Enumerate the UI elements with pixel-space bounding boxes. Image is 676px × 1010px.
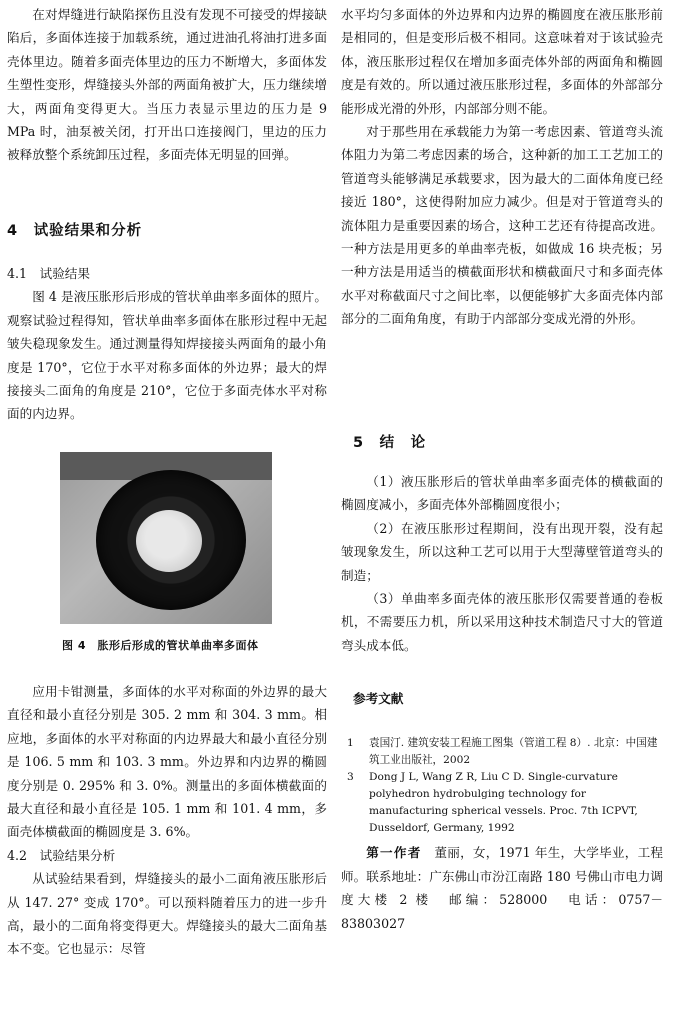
reference-text: 袁国汀. 建筑安装工程施工图集（管道工程 8）. 北京：中国建筑工业出版社，2002	[369, 737, 658, 766]
section-4-title: 4 试验结果和分析	[7, 223, 143, 239]
results-paragraph: 图 4 是液压胀形后形成的管状单曲率多面体的照片。观察试验过程得知，管状单曲率多面体在胀形过程中无起皱失稳现象发生。通过测量得知焊接接头两面角的最小角度是 170°，它位于水平对称多面体的外边界；最大的焊接接头二面角的角度是 210°，它位于多面壳体水平对称面的内边界。	[7, 289, 327, 422]
reference-3	[347, 769, 663, 837]
reference-1	[347, 735, 663, 769]
intro-paragraph: 在对焊缝进行缺陷探伤且没有发现不可接受的焊接缺陷后，多面体连接于加载系统，通过进油孔将油打进多面壳体里边。随着多面壳体里边的压力不断增大，多面体发生塑性变形，焊缝接头外部的两面角被扩大，压力继续增大，两面角变得更大。当压力表显示里边的压力是 9 MPa 时，油泵被关闭，打开出口连接阀门，里边的压力被释放整个系统卸压过程，多面壳体无明显的回弹。	[7, 7, 327, 163]
author-label: 第一作者	[366, 845, 422, 860]
measurement-paragraph: 应用卡钳测量，多面体的水平对称面的外边界的最大直径和最小直径分别是 305. 2 mm 和 304. 3 mm。相应地，多面体的水平对称面的内边界最大和最小直径分别是 106. 5 mm 和 103. 3 mm。外边界和内边界的椭圆度分别是 0. 295% 和 3. 0%。测量出的多面体横截面的最大直径和最小直径是 105. 1 mm 和 101. 4 mm，多面壳体横截面的椭圆度是 3. 6%。	[7, 684, 327, 840]
conclusions	[341, 470, 663, 657]
application-paragraph: 对于那些用在承载能力为第一考虑因素、管道弯头流体阻力为第二考虑因素的场合，这种新的加工工艺加工的管道弯头能够满足承载要求，因为最大的二面体角度已经接近 180°，这使得附加应力减少。但是对于管道弯头的流体阻力是重要因素的场合，这种工艺还有待提高改进。一种方法是用更多的单曲率壳板，如做成 16 块壳板；另一种方法是用适当的横截面形状和横截面尺寸和多面壳体水平对称截面尺寸之间比率，以便能够扩大多面壳体内部部分的二面角角度，有助于内部部分变成光滑的外形。	[341, 124, 663, 327]
section-5-title: 5 结 论	[353, 435, 427, 451]
section-4-1	[7, 262, 327, 426]
conclusion-2: （2）在液压胀形过程期间，没有出现开裂，没有起皱现象发生，所以这种工艺可以用于大型薄壁管道弯头的制造；	[341, 520, 663, 583]
continued-paragraph: 水平均匀多面体的外边界和内边界的椭圆度在液压胀形前是相同的，但是变形后极不相同。这意味着对于该试验壳体，液压胀形过程仅在增加多面壳体外部的两面角和椭圆度是有效的。所以通过液压胀形过程，多面体的外部部分能形成光滑的外形，内部部分则不能。	[341, 7, 663, 116]
conclusion-3: （3）单曲率多面壳体的液压胀形仅需要普通的卷板机，不需要压力机，所以采用这种技术制造尺寸大的管道弯头成本低。	[341, 591, 663, 653]
author-details: 董丽，女，1971 年生，大学毕业，工程师。联系地址：广东佛山市汾江南路 180 号佛山市电力调度大楼 2 楼 邮编：528000 电话：0757－83803027	[341, 845, 664, 931]
figure-4-photo	[60, 452, 272, 624]
subsection-4-1-title: 4.1 试验结果	[7, 266, 90, 281]
reference-text: Dong J L, Wang Z R, Liu C D. Single-curvature polyhedron hydrobulging technology for manufacturing spherical vessels. Proc. 7th ICPVT, Dusseldorf, Germany, 1992	[369, 771, 638, 834]
reference-number: 1	[347, 737, 354, 749]
conclusion-1: （1）液压胀形后的管状单曲率多面壳体的横截面的椭圆度减小，多面壳体外部椭圆度很小；	[341, 474, 663, 513]
right-column-top	[341, 3, 663, 331]
references-title: 参考文献	[353, 691, 404, 706]
analysis-paragraph: 从试验结果看到，焊缝接头的最小二面角液压胀形后从 147. 27° 变成 170°。可以预料随着压力的进一步升高，最小的二面角将变得更大。焊缝接头的最大二面角基本不变。它也显示：尽管	[7, 871, 327, 957]
figure-4-caption: 图 4 胀形后形成的管状单曲率多面体	[62, 639, 259, 652]
reference-number: 3	[347, 771, 354, 783]
measurement-block	[7, 680, 327, 961]
author-info	[341, 841, 663, 935]
subsection-4-2-title: 4.2 试验结果分析	[7, 847, 116, 863]
